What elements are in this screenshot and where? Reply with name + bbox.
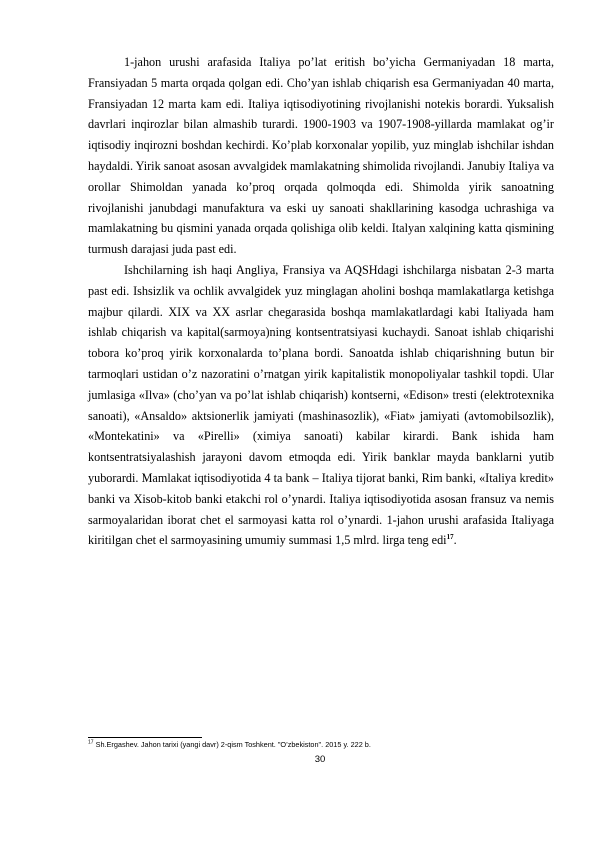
footnote — [88, 740, 554, 750]
document-body — [88, 52, 554, 551]
paragraph-text: Ishchilarning ish haqi Angliya, Fransiya va AQSHdagi ishchilarga nisbatan 2-3 marta past edi. Ishsizlik va ochlik avvalgidek yuz minglagan aholini boshqa mamlakatlarga ketishga majbur qilardi. XIX va XX asrlar chegarasida boshqa mamlakatlardagi kabi Italiyada ham ishlab chiqarish va kapital(sarmoya)ning kontsentratsiyasi kuchaydi. Sanoat ishlab chiqarishi tobora ko’proq yirik korxonalarda to’plana bordi. Sanoatda ishlab chiqarishning butun bir tarmoqlari ustidan o’z nazoratini o’rnatgan yirik kapitalistik monopoliyalar tashkil topdi. Ular jumlasiga «Ilva» (cho’yan va po’lat ishlab chiqarish) kontserni, «Edison» tresti (elektrotexnika sanoati), «Ansaldo» aktsionerlik jamiyati (mashinasozlik), «Fiat» jamiyati (avtomobilsozlik), «Montekatini» va «Pirelli» (ximiya sanoati) kabilar kirardi. Bank ishida ham kontsentratsiyalashish jarayoni davom etmoqda edi. Yirik banklar mayda banklarni yutib yuborardi. Mamlakat iqtisodiyotida 4 ta bank – Italiya tijorat banki, Rim banki, «Italiya kredit» banki va Xisob-kitob banki etakchi rol o’ynardi. Italiya iqtisodiyotida asosan fransuz va nemis sarmoyalaridan iborat chet el sarmoyasi katta rol o’ynardi. 1-jahon urushi arafasida Italiyaga kiritilgan chet el sarmoyasining umumiy summasi 1,5 mlrd. lirga teng edi — [88, 262, 554, 548]
paragraph-text: 1-jahon urushi arafasida Italiya po’lat eritish bo’yicha Germaniyadan 18 marta, Fransiyadan 5 marta orqada qolgan edi. Cho’yan ishlab chiqarish esa Germaniyadan 40 marta, Fransiyadan 12 marta kam edi. Italiya iqtisodiyotining rivojlanishi notekis borardi. Yuksalish davrlari inqirozlar bilan almashib turardi. 1900-1903 va 1907-1908-yillarda mamlakat og’ir iqtisodiy inqirozni boshdan kechirdi. Ko’plab korxonalar yopilib, yuz minglab ishchilar ishdan haydaldi. Yirik sanoat asosan avvalgidek mamlakatning shimolida rivojlandi. Janubiy Italiya va orollar Shimoldan yanada ko’proq orqada qolmoqda edi. Shimolda yirik sanoatning rivojlanishi janubdagi manufaktura va eski uy sanoati shakllarining kasodga uchrashiga va mamlakatning bu qismini yanada orqada qolishiga olib keldi. Italyan xalqining katta qismining turmush darajasi juda past edi. — [88, 55, 554, 257]
footnote-separator — [88, 737, 202, 738]
footnote-text: Sh.Ergashev. Jahon tarixi (yangi davr) 2-qism Toshkent. "O’zbekiston". 2015 y. 222 b. — [95, 740, 371, 749]
footnote-reference[interactable]: 17 — [446, 533, 454, 542]
page-number: 30 — [314, 754, 326, 765]
footnote-marker: 17 — [88, 739, 94, 746]
paragraph: Ishchilarning ish haqi Angliya, Fransiya va AQSHdagi ishchilarga nisbatan 2-3 marta past edi. Ishsizlik va ochlik avvalgidek yuz minglagan aholini boshqa mamlakatlarga ketishga majbur qilardi. XIX va XX asrlar chegarasida boshqa mamlakatlardagi kabi Italiyada ham ishlab chiqarish va kapital(sarmoya)ning kontsentratsiyasi kuchaydi. Sanoat ishlab chiqarishi tobora ko’proq yirik korxonalarda to’plana bordi. Sanoatda ishlab chiqarishning butun bir tarmoqlari ustidan o’z nazoratini o’rnatgan yirik kapitalistik monopoliyalar tashkil topdi. Ular jumlasiga «Ilva» (cho’yan va po’lat ishlab chiqarish) kontserni, «Edison» tresti (elektrotexnika sanoati), «Ansaldo» aktsionerlik jamiyati (mashinasozlik), «Fiat» jamiyati (avtomobilsozlik), «Montekatini» va «Pirelli» (ximiya sanoati) kabilar kirardi. Bank ishida ham kontsentratsiyalashish jarayoni davom etmoqda edi. Yirik banklar mayda banklarni yutib yuborardi. Mamlakat iqtisodiyotida 4 ta bank – Italiya tijorat banki, Rim banki, «Italiya kredit» banki va Xisob-kitob banki etakchi rol o’ynardi. Italiya iqtisodiyotida asosan fransuz va nemis sarmoyalaridan iborat chet el sarmoyasi katta rol o’ynardi. 1-jahon urushi arafasida Italiyaga kiritilgan chet el sarmoyasining umumiy summasi 1,5 mlrd. lirga teng edi$^{17}$. — [88, 262, 554, 548]
paragraph — [88, 52, 554, 260]
